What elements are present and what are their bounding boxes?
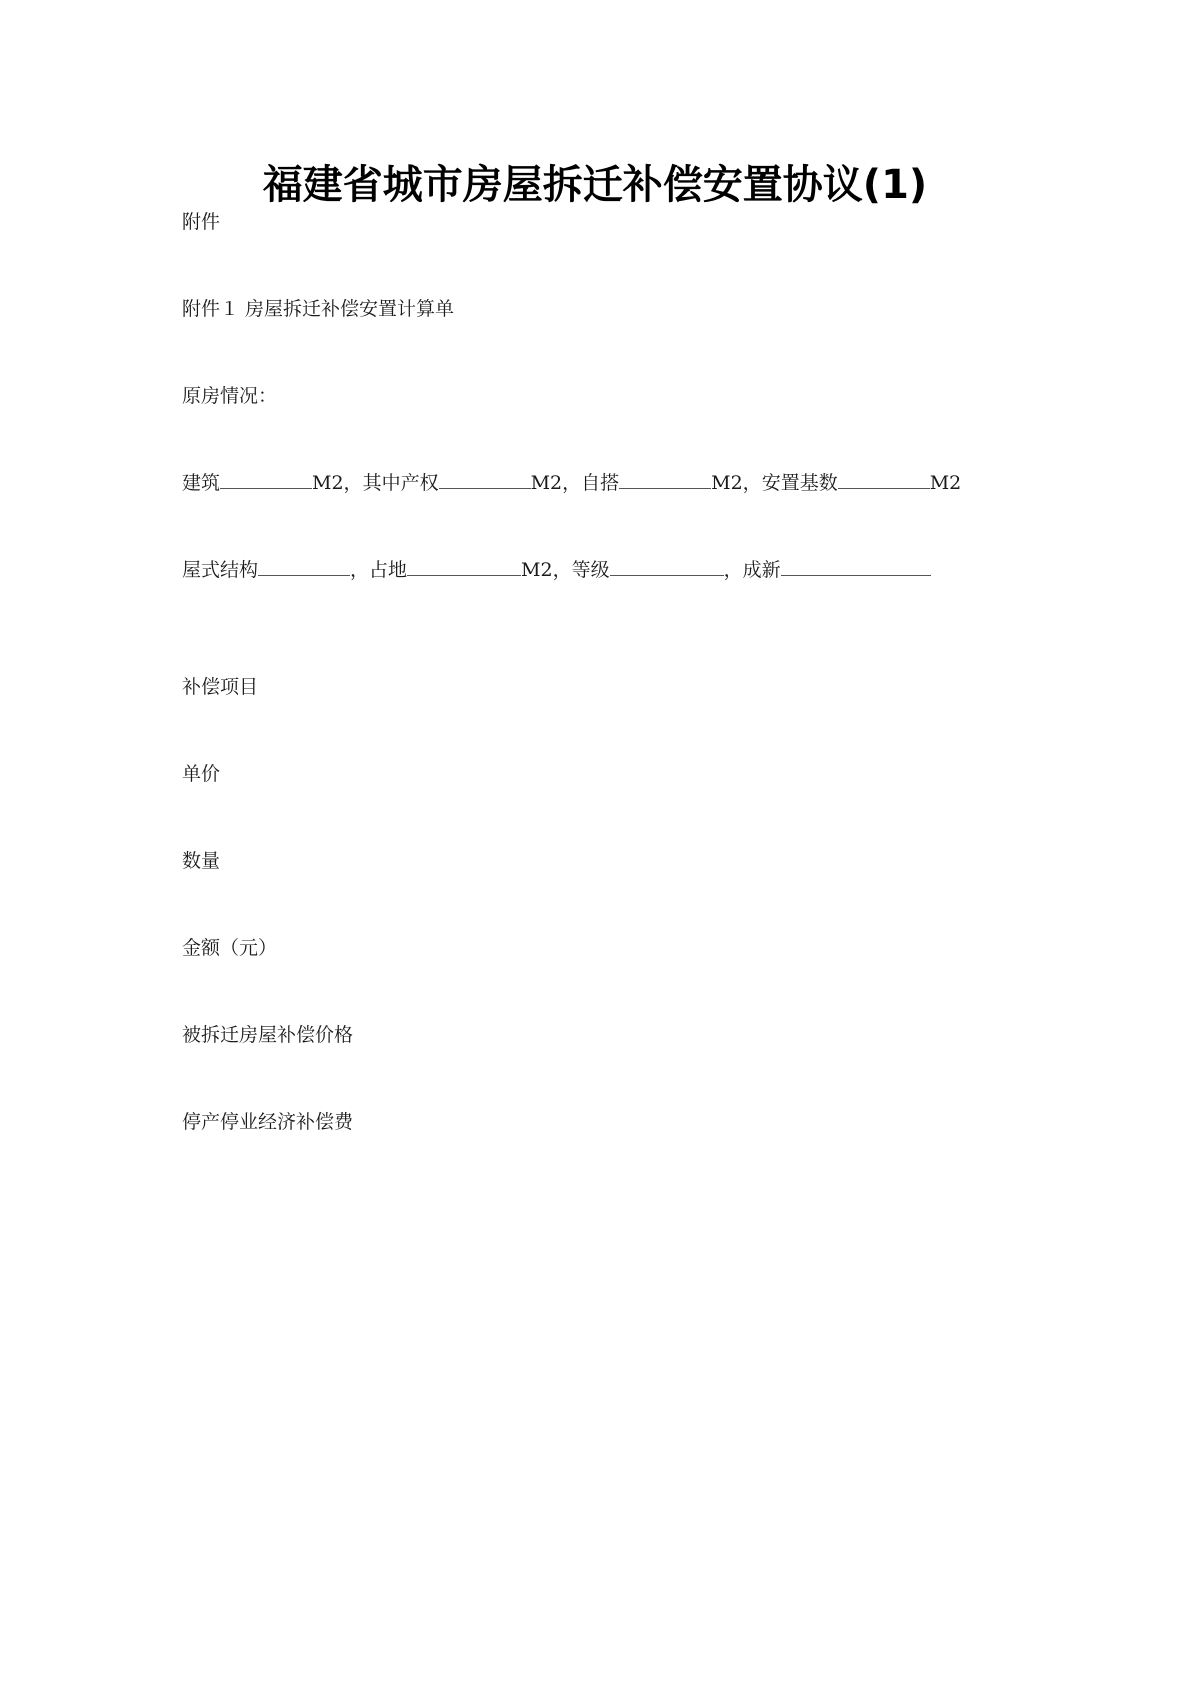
building-area-blank[interactable] [220, 470, 312, 489]
header-amount: 金额（元） [182, 937, 278, 959]
resettlement-base-label: 安置基数 [761, 472, 838, 494]
resettlement-base-unit: M2 [929, 472, 962, 494]
attachment-1-title: 附件１ 房屋拆迁补偿安置计算单 [182, 298, 455, 320]
building-label: 建筑 [182, 472, 221, 494]
structure-blank[interactable] [258, 557, 350, 576]
land-unit: M2， [521, 559, 572, 581]
land-label: 占地 [369, 559, 408, 581]
building-unit: M2， [312, 472, 363, 494]
separator-2: ， [723, 559, 743, 581]
separator-1: ， [350, 559, 370, 581]
self-built-label: 自搭 [581, 472, 620, 494]
structure-line [182, 557, 931, 583]
structure-label: 屋式结构 [182, 559, 259, 581]
header-quantity: 数量 [182, 850, 221, 872]
item-business-suspension-compensation: 停产停业经济补偿费 [182, 1111, 354, 1133]
newness-blank[interactable] [781, 557, 931, 576]
grade-label: 等级 [571, 559, 610, 581]
land-area-blank[interactable] [407, 557, 521, 576]
resettlement-base-blank[interactable] [838, 470, 930, 489]
document-title: 福建省城市房屋拆迁补偿安置协议(1) [262, 162, 928, 208]
self-built-area-blank[interactable] [619, 470, 711, 489]
item-house-compensation-price: 被拆迁房屋补偿价格 [182, 1024, 354, 1046]
property-unit: M2， [530, 472, 582, 494]
self-built-unit: M2， [711, 472, 762, 494]
original-house-label: 原房情况： [182, 385, 278, 407]
area-line [182, 470, 961, 496]
header-compensation-item: 补偿项目 [182, 676, 259, 698]
header-unit-price: 单价 [182, 763, 221, 785]
property-area-blank[interactable] [439, 470, 531, 489]
attachment-heading: 附件 [182, 211, 221, 233]
property-label: 其中产权 [362, 472, 439, 494]
newness-label: 成新 [742, 559, 781, 581]
grade-blank[interactable] [610, 557, 724, 576]
